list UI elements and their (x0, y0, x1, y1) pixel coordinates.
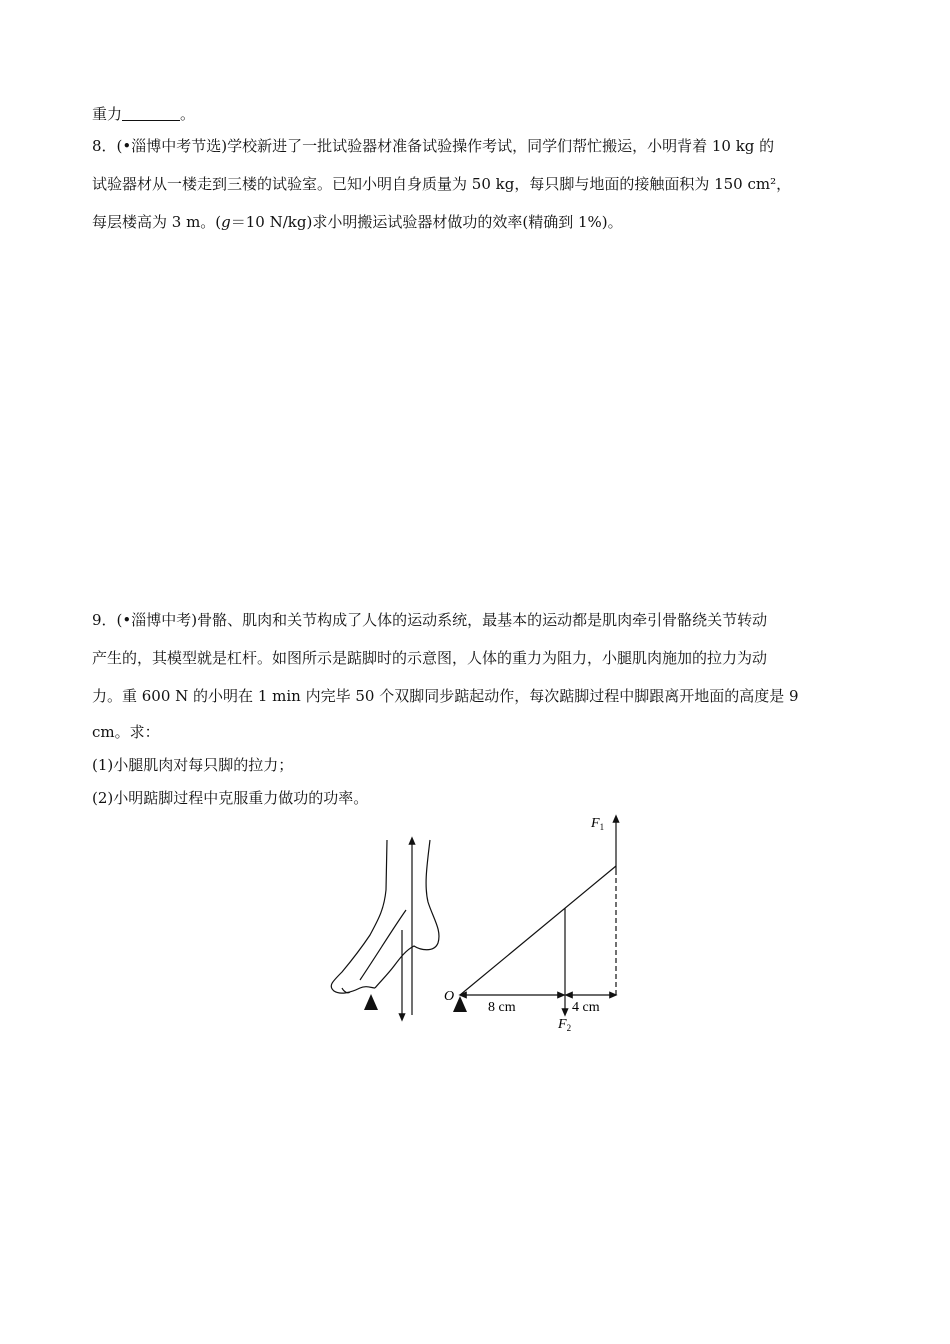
f1-label: $F_1$ (591, 816, 605, 832)
dim-left-label: 8 cm (488, 1000, 516, 1015)
o-label: O (444, 989, 455, 1004)
q7-tail-prefix: 重力 (92, 105, 123, 123)
answer-blank[interactable] (122, 106, 180, 121)
q8-line1: 8．(•淄博中考节选)学校新进了一批试验器材准备试验操作考试，同学们帮忙搬运，小明背着 10 kg 的 (92, 137, 775, 155)
q8-line2: 试验器材从一楼走到三楼的试验室。已知小明自身质量为 50 kg，每只脚与地面的接触面积为 150 cm²， (92, 175, 792, 193)
foot-force-arrows (402, 840, 412, 1018)
foot-pivot-triangle (364, 994, 378, 1010)
q9-sub1: (1)小腿肌肉对每只脚的拉力； (92, 756, 294, 774)
dim-right-label: 4 cm (572, 1000, 600, 1015)
q8-line3-b: ＝10 N/kg)求小明搬运试验器材做功的效率(精确到 1%)。 (230, 213, 623, 231)
lever-pivot-triangle (453, 996, 467, 1012)
foot-sketch (331, 840, 439, 993)
lever-figure (320, 810, 630, 1040)
q9-line3: 力。重 600 N 的小明在 1 min 内完毕 50 个双脚同步踮起动作，每次踮脚过程中脚跟离开地面的高度是 9 (92, 687, 799, 705)
q9-line1: 9．(•淄博中考)骨骼、肌肉和关节构成了人体的运动系统，最基本的运动都是肌肉牵引骨骼绕关节转动 (92, 611, 768, 629)
q7-tail-suffix: 。 (180, 105, 196, 123)
g-symbol: g (221, 213, 231, 231)
q8-line3-a: 每层楼高为 3 m。( (92, 213, 222, 231)
lever-model (460, 818, 616, 1013)
q8-line3 (92, 212, 623, 232)
q9-line4: cm。求： (92, 723, 160, 741)
q9-line2: 产生的，其模型就是杠杆。如图所示是踮脚时的示意图，人体的重力为阻力，小腿肌肉施加的拉力为动 (92, 649, 768, 667)
f2-label: $F_2$ (558, 1017, 572, 1033)
q7-tail (92, 104, 195, 124)
q9-sub2: (2)小明踮脚过程中克服重力做功的功率。 (92, 789, 369, 807)
